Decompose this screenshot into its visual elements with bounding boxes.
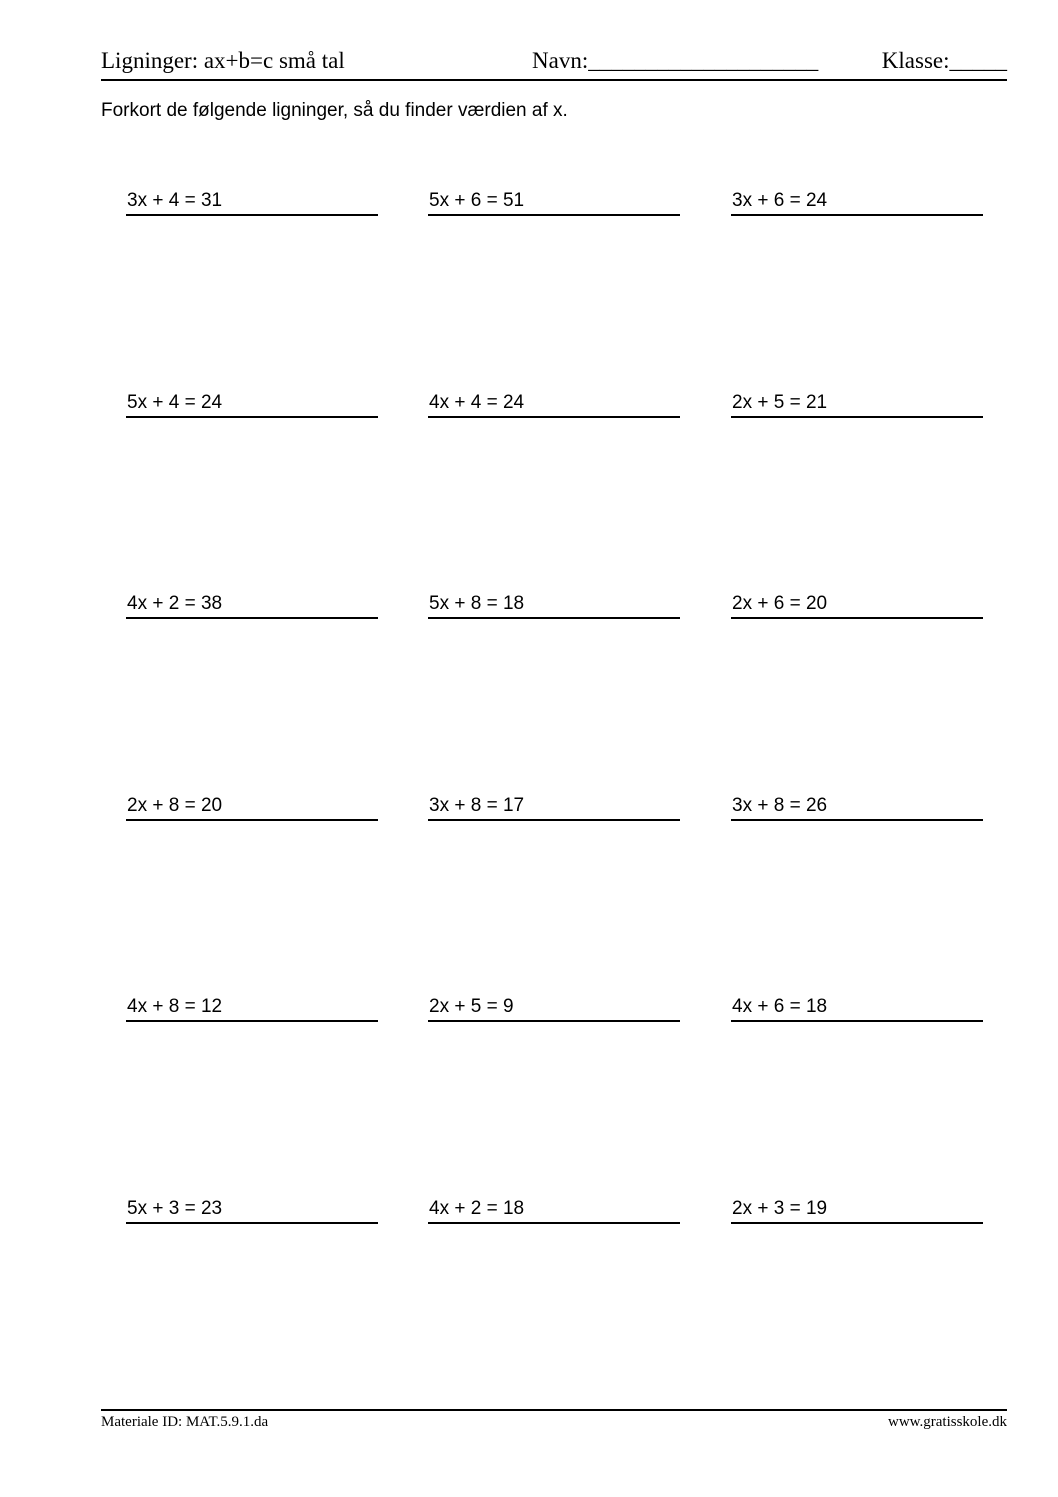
equation-text: 4x + 2 = 18 [429, 1198, 525, 1219]
equation-item[interactable] [731, 587, 983, 619]
equation-item[interactable] [731, 1192, 983, 1224]
worksheet-title: Ligninger: ax+b=c små tal [101, 48, 345, 73]
equation-text: 2x + 5 = 21 [732, 392, 828, 413]
equation-item[interactable] [126, 184, 378, 216]
equation-text: 2x + 3 = 19 [732, 1198, 828, 1219]
equation-item[interactable] [428, 184, 680, 216]
equation-text: 4x + 4 = 24 [429, 392, 525, 413]
equation-item[interactable] [126, 587, 378, 619]
equation-item[interactable] [428, 990, 680, 1022]
website-url: www.gratisskole.dk [887, 1414, 1007, 1430]
equation-text: 3x + 4 = 31 [127, 190, 223, 211]
equation-item[interactable] [126, 1192, 378, 1224]
equation-item[interactable] [731, 386, 983, 418]
equation-item[interactable] [731, 184, 983, 216]
material-id: Materiale ID: MAT.5.9.1.da [101, 1414, 269, 1430]
equation-text: 4x + 2 = 38 [127, 593, 223, 614]
class-field: Klasse:_____ [881, 48, 1007, 73]
equation-text: 5x + 6 = 51 [429, 190, 525, 211]
equation-text: 4x + 6 = 18 [732, 996, 828, 1017]
equation-text: 4x + 8 = 12 [127, 996, 223, 1017]
equation-text: 2x + 6 = 20 [732, 593, 828, 614]
equation-text: 3x + 8 = 17 [429, 795, 525, 816]
equation-text: 2x + 8 = 20 [127, 795, 223, 816]
equation-text: 3x + 6 = 24 [732, 190, 828, 211]
equation-item[interactable] [126, 990, 378, 1022]
equation-item[interactable] [126, 386, 378, 418]
equation-text: 5x + 4 = 24 [127, 392, 223, 413]
equation-item[interactable] [731, 990, 983, 1022]
equation-text: 3x + 8 = 26 [732, 795, 828, 816]
equation-text: 2x + 5 = 9 [429, 996, 514, 1017]
equation-item[interactable] [428, 1192, 680, 1224]
equation-item[interactable] [126, 789, 378, 821]
equation-item[interactable] [428, 789, 680, 821]
name-field: Navn:____________________ [532, 48, 819, 73]
equation-text: 5x + 3 = 23 [127, 1198, 223, 1219]
instructions-text: Forkort de følgende ligninger, så du finder værdien af x. [101, 100, 568, 121]
footer-divider [101, 1409, 1007, 1411]
equation-text: 5x + 8 = 18 [429, 593, 525, 614]
equation-item[interactable] [428, 587, 680, 619]
equation-item[interactable] [731, 789, 983, 821]
equation-item[interactable] [428, 386, 680, 418]
